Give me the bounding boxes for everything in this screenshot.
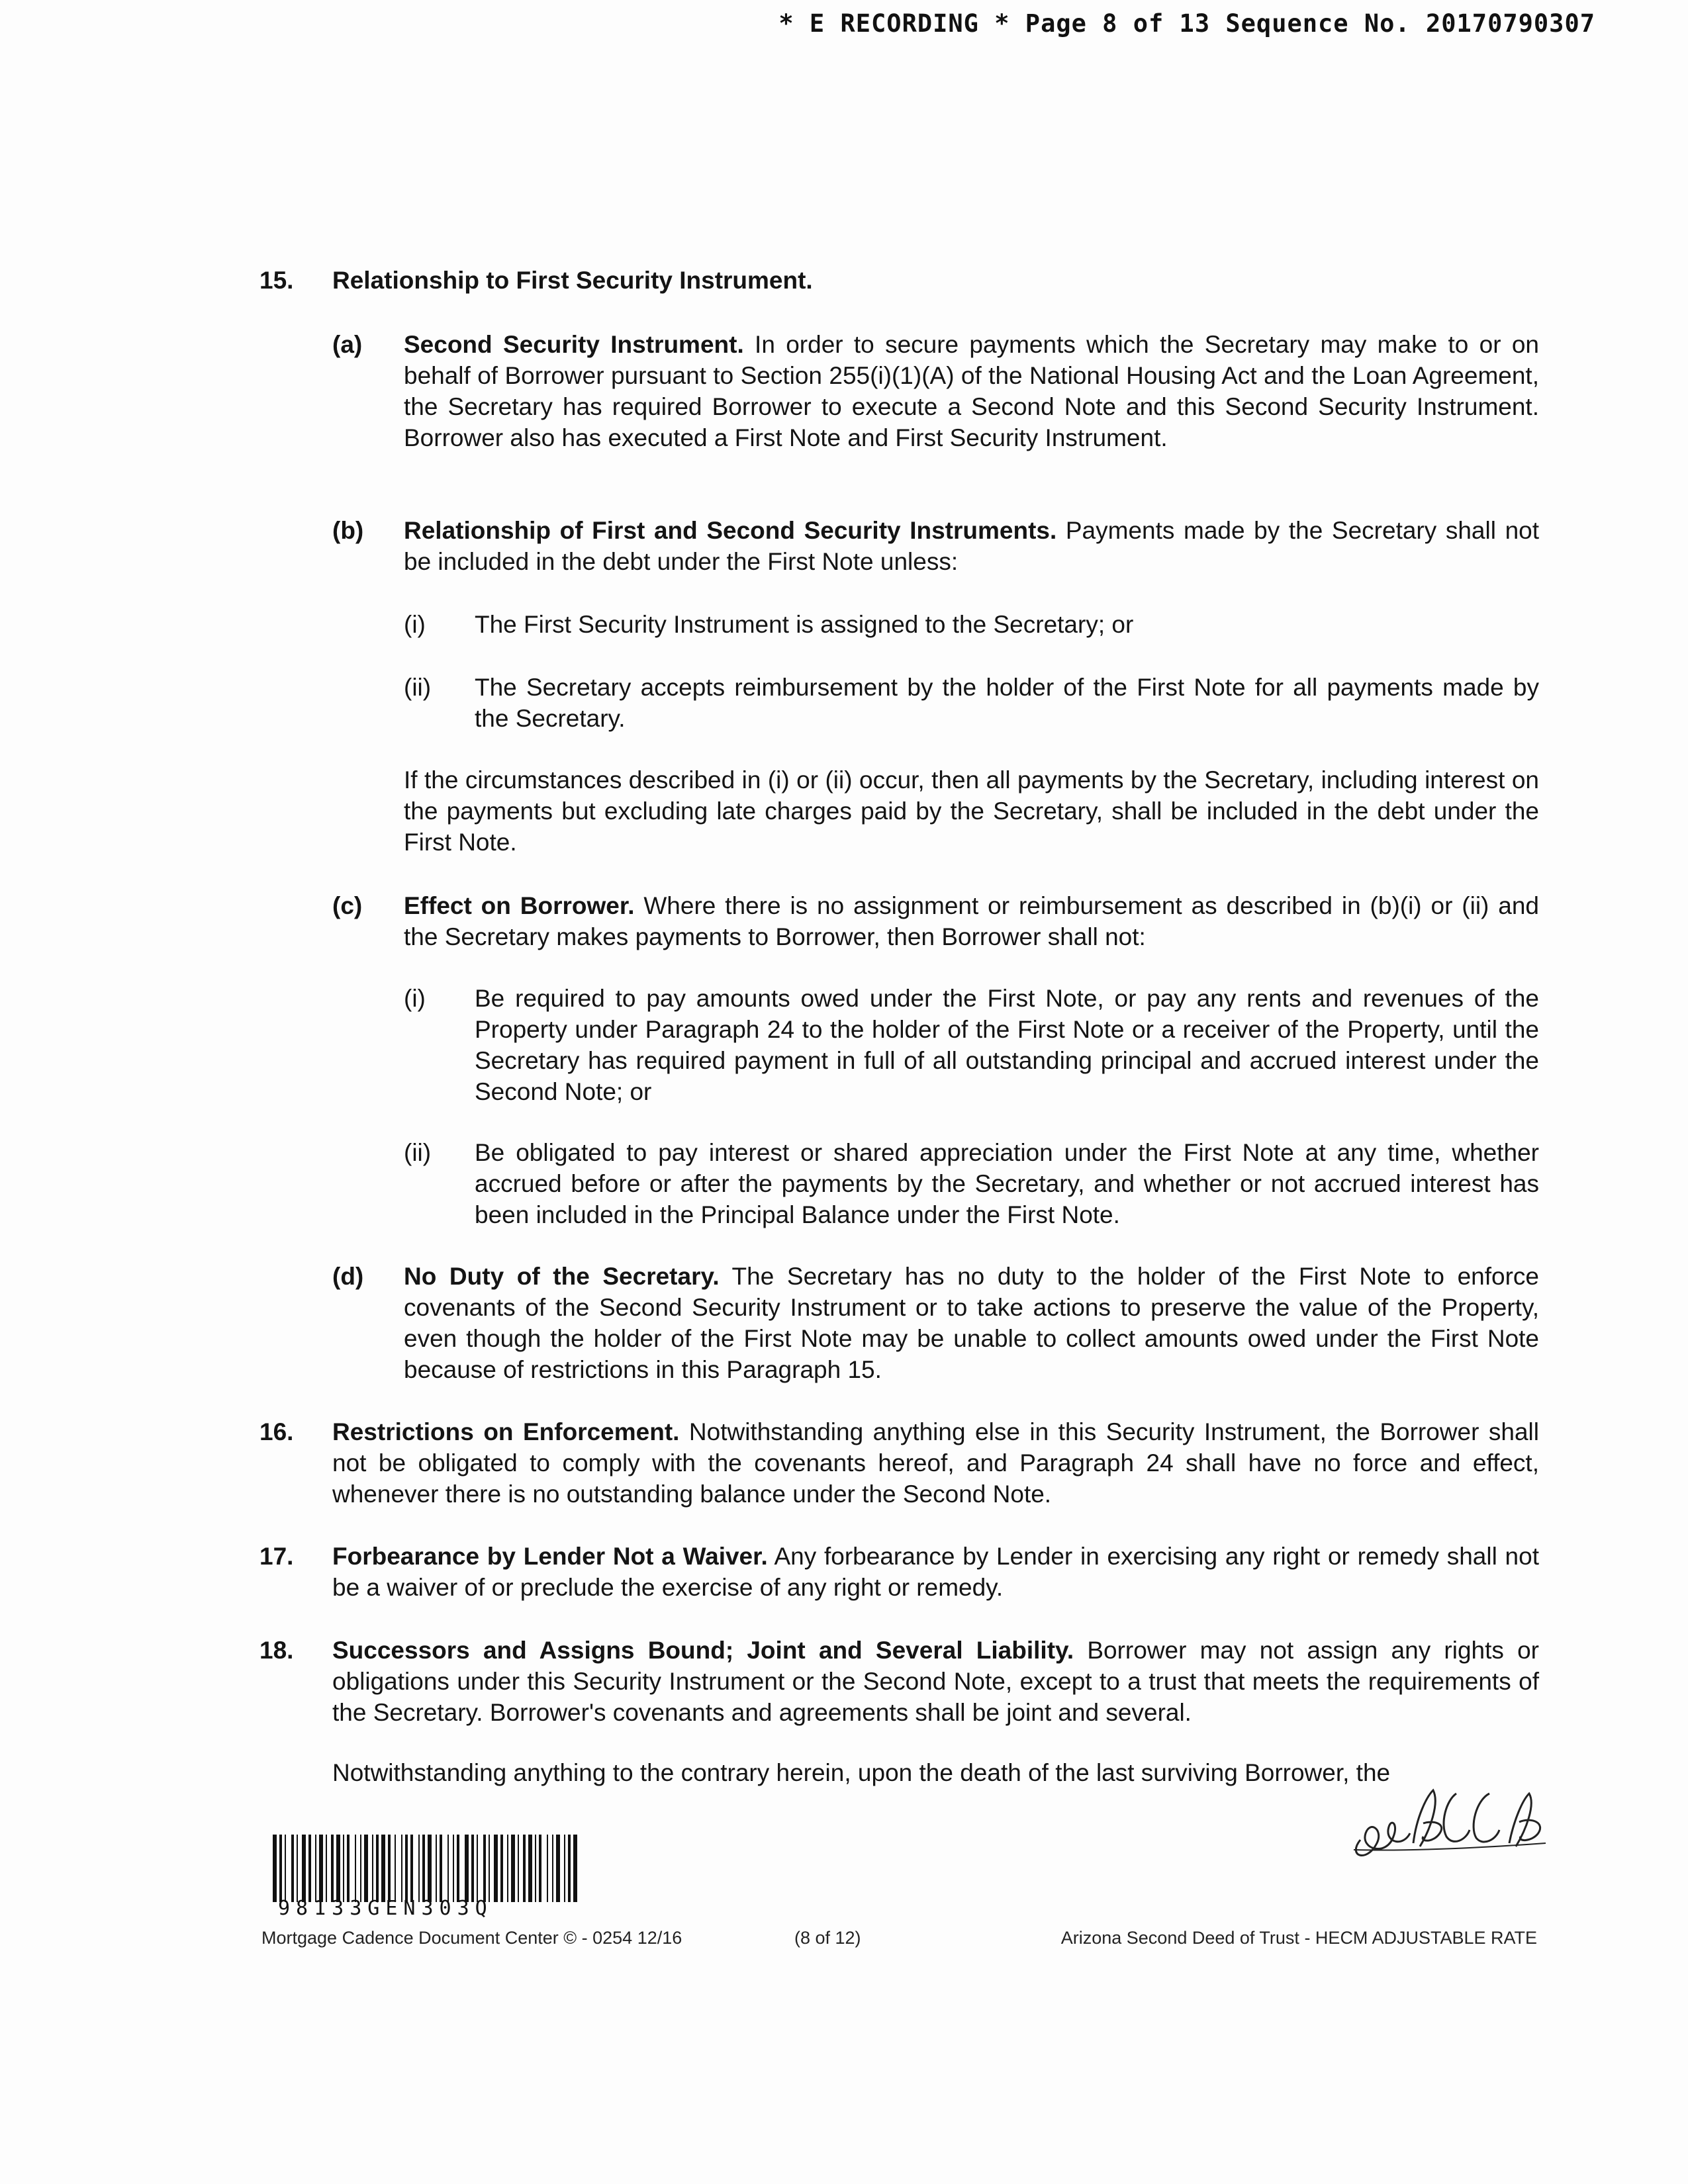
barcode-bar: [556, 1835, 560, 1902]
section-15d-text: The Secretary has no duty to the holder of the First Note to enforce covenants of the Second Security Instrument or to take actions to preserve the value of the Property, even though the holder of the First Note may be unable to collect amounts owed under the First Note because of restrictions in this Paragraph 15.: [404, 1263, 1539, 1383]
barcode-bar: [453, 1835, 454, 1902]
barcode-bar: [564, 1835, 565, 1902]
section-15c-i-text: Be required to pay amounts owed under the First Note, or pay any rents and revenues of the Property under Paragraph 24 to the holder of the First Note or a receiver of the Property, until the Secretary has required payment in full of all outstanding principal and accrued interest under the Second Note; or: [475, 985, 1539, 1105]
section-15a-heading: Second Security Instrument.: [404, 331, 744, 358]
barcode-bar: [507, 1835, 508, 1902]
barcode-bar: [457, 1835, 459, 1902]
section-15b-after-paragraph: If the circumstances described in (i) or (ii) occur, then all payments by the Secretary, including interest on the payments but excluding late charges paid by the Secretary, shall be included in the debt under the First Note.: [404, 766, 1539, 856]
section-15-number: 15.: [259, 267, 294, 294]
barcode-bar: [355, 1835, 356, 1902]
section-15-title: Relationship to First Security Instrument.: [332, 267, 813, 294]
barcode-bar: [381, 1835, 385, 1902]
barcode-bar: [483, 1835, 486, 1902]
barcode-bar: [539, 1835, 541, 1902]
barcode-bar: [347, 1835, 350, 1902]
section-15c-heading: Effect on Borrower.: [404, 892, 635, 919]
footer-left: Mortgage Cadence Document Center © - 0254 12/16: [261, 1928, 682, 1948]
section-18-text: Borrower may not assign any rights or obligations under this Security Instrument or the Second Note, except to a trust that meets the requirements of the Secretary. Borrower's covenants and agreements shall be joint and several.: [332, 1637, 1539, 1726]
barcode-bar: [336, 1835, 340, 1902]
section-15c-label: (c): [332, 892, 363, 919]
section-15b-i-label: (i): [404, 611, 426, 638]
handwritten-initials: [1340, 1764, 1559, 1876]
section-15a-text: In order to secure payments which the Secretary may make to or on behalf of Borrower pursuant to Section 255(i)(1)(A) of the National Housing Act and the Loan Agreement, the Secretary has required Borrower to execute a Second Note and this Second Security Instrument. Borrower also has executed a First Note and First Security Instrument.: [404, 331, 1539, 451]
section-18-continuation: Notwithstanding anything to the contrary herein, upon the death of the last surviving Borrower, the: [332, 1759, 1391, 1786]
barcode-bar: [440, 1835, 442, 1902]
barcode-bar: [511, 1835, 515, 1902]
barcode-bar: [547, 1835, 548, 1902]
section-17-paragraph: [332, 1541, 1539, 1603]
section-15a-paragraph: [404, 329, 1539, 453]
barcode-bar: [326, 1835, 327, 1902]
barcode-bar: [573, 1835, 577, 1902]
section-15b-paragraph: [404, 515, 1539, 577]
barcode-bar: [360, 1835, 361, 1902]
barcode-bar: [315, 1835, 316, 1902]
section-15b-i-text: The First Security Instrument is assigned to the Secretary; or: [475, 611, 1134, 638]
barcode-bar: [308, 1835, 311, 1902]
section-18-paragraph: [332, 1635, 1539, 1728]
footer-page-count: (8 of 12): [794, 1928, 861, 1948]
barcode-bar: [477, 1835, 478, 1902]
barcode-bar: [364, 1835, 368, 1902]
section-15c-ii-label: (ii): [404, 1139, 432, 1166]
barcode-bar: [465, 1835, 469, 1902]
barcode-bar: [285, 1835, 286, 1902]
section-17-text: Any forbearance by Lender in exercising any right or remedy shall not be a waiver of or preclude the exercise of any right or remedy.: [332, 1543, 1539, 1601]
barcode-bar: [372, 1835, 373, 1902]
barcode-bar: [291, 1835, 294, 1902]
section-16-heading: Restrictions on Enforcement.: [332, 1418, 680, 1445]
barcode-bar: [489, 1835, 490, 1902]
barcode-bar: [518, 1835, 519, 1902]
footer-right: Arizona Second Deed of Trust - HECM ADJUSTABLE RATE: [1060, 1928, 1537, 1948]
barcode-bar: [279, 1835, 282, 1902]
barcode-bar: [331, 1835, 334, 1902]
barcode: [271, 1835, 583, 1902]
barcode-bar: [436, 1835, 437, 1902]
barcode-text: 98133GEN303Q: [278, 1897, 493, 1920]
barcode-bar: [418, 1835, 420, 1902]
section-17-heading: Forbearance by Lender Not a Waiver.: [332, 1543, 768, 1570]
barcode-bar: [494, 1835, 498, 1902]
barcode-bar: [471, 1835, 474, 1902]
barcode-bar: [343, 1835, 344, 1902]
section-15c-text: Where there is no assignment or reimbursement as described in (b)(i) or (ii) and the Secretary makes payments to Borrower, then Borrower shall not:: [404, 892, 1539, 950]
barcode-bar: [428, 1835, 432, 1902]
barcode-bar: [535, 1835, 536, 1902]
barcode-bar: [528, 1835, 532, 1902]
section-15b-ii-text: The Secretary accepts reimbursement by the holder of the First Note for all payments made by the Secretary.: [475, 674, 1539, 732]
section-16-number: 16.: [259, 1418, 294, 1445]
section-15a-label: (a): [332, 331, 363, 358]
barcode-bar: [388, 1835, 391, 1902]
section-18-heading: Successors and Assigns Bound; Joint and Several Liability.: [332, 1637, 1074, 1664]
barcode-bar: [376, 1835, 379, 1902]
barcode-bar: [422, 1835, 425, 1902]
section-15c-i-label: (i): [404, 985, 426, 1012]
barcode-bar: [552, 1835, 553, 1902]
barcode-bar: [405, 1835, 408, 1902]
section-15d-label: (d): [332, 1263, 364, 1290]
section-17-number: 17.: [259, 1543, 294, 1570]
barcode-bar: [273, 1835, 277, 1902]
barcode-bar: [410, 1835, 413, 1902]
section-15d-heading: No Duty of the Secretary.: [404, 1263, 720, 1290]
barcode-bar: [447, 1835, 449, 1902]
section-15d-paragraph: [404, 1261, 1539, 1385]
section-18-number: 18.: [259, 1637, 294, 1664]
barcode-bar: [319, 1835, 323, 1902]
barcode-bar: [568, 1835, 571, 1902]
section-16-text: Notwithstanding anything else in this Security Instrument, the Borrower shall not be obligated to comply with the covenants hereof, and Paragraph 24 shall have no force and effect, whenever there is no outstanding balance under the Second Note.: [332, 1418, 1539, 1508]
recording-header: * E RECORDING * Page 8 of 13 Sequence No. 20170790307: [778, 9, 1595, 38]
barcode-bar: [500, 1835, 503, 1902]
section-15b-text: Payments made by the Secretary shall not be included in the debt under the First Note unless:: [404, 517, 1539, 575]
section-15c-ii-text: Be obligated to pay interest or shared appreciation under the First Note at any time, whether accrued before or after the payments by the Secretary, and whether or not accrued interest has been included in the Principal Balance under the First Note.: [475, 1139, 1539, 1228]
section-15b-label: (b): [332, 517, 364, 544]
barcode-bar: [302, 1835, 306, 1902]
section-15b-heading: Relationship of First and Second Security Instruments.: [404, 517, 1057, 544]
barcode-bar: [297, 1835, 298, 1902]
barcode-bar: [395, 1835, 396, 1902]
section-15b-ii-label: (ii): [404, 674, 432, 701]
barcode-bar: [523, 1835, 526, 1902]
section-16-paragraph: [332, 1416, 1539, 1510]
section-15c-paragraph: [404, 890, 1539, 952]
barcode-bar: [401, 1835, 402, 1902]
